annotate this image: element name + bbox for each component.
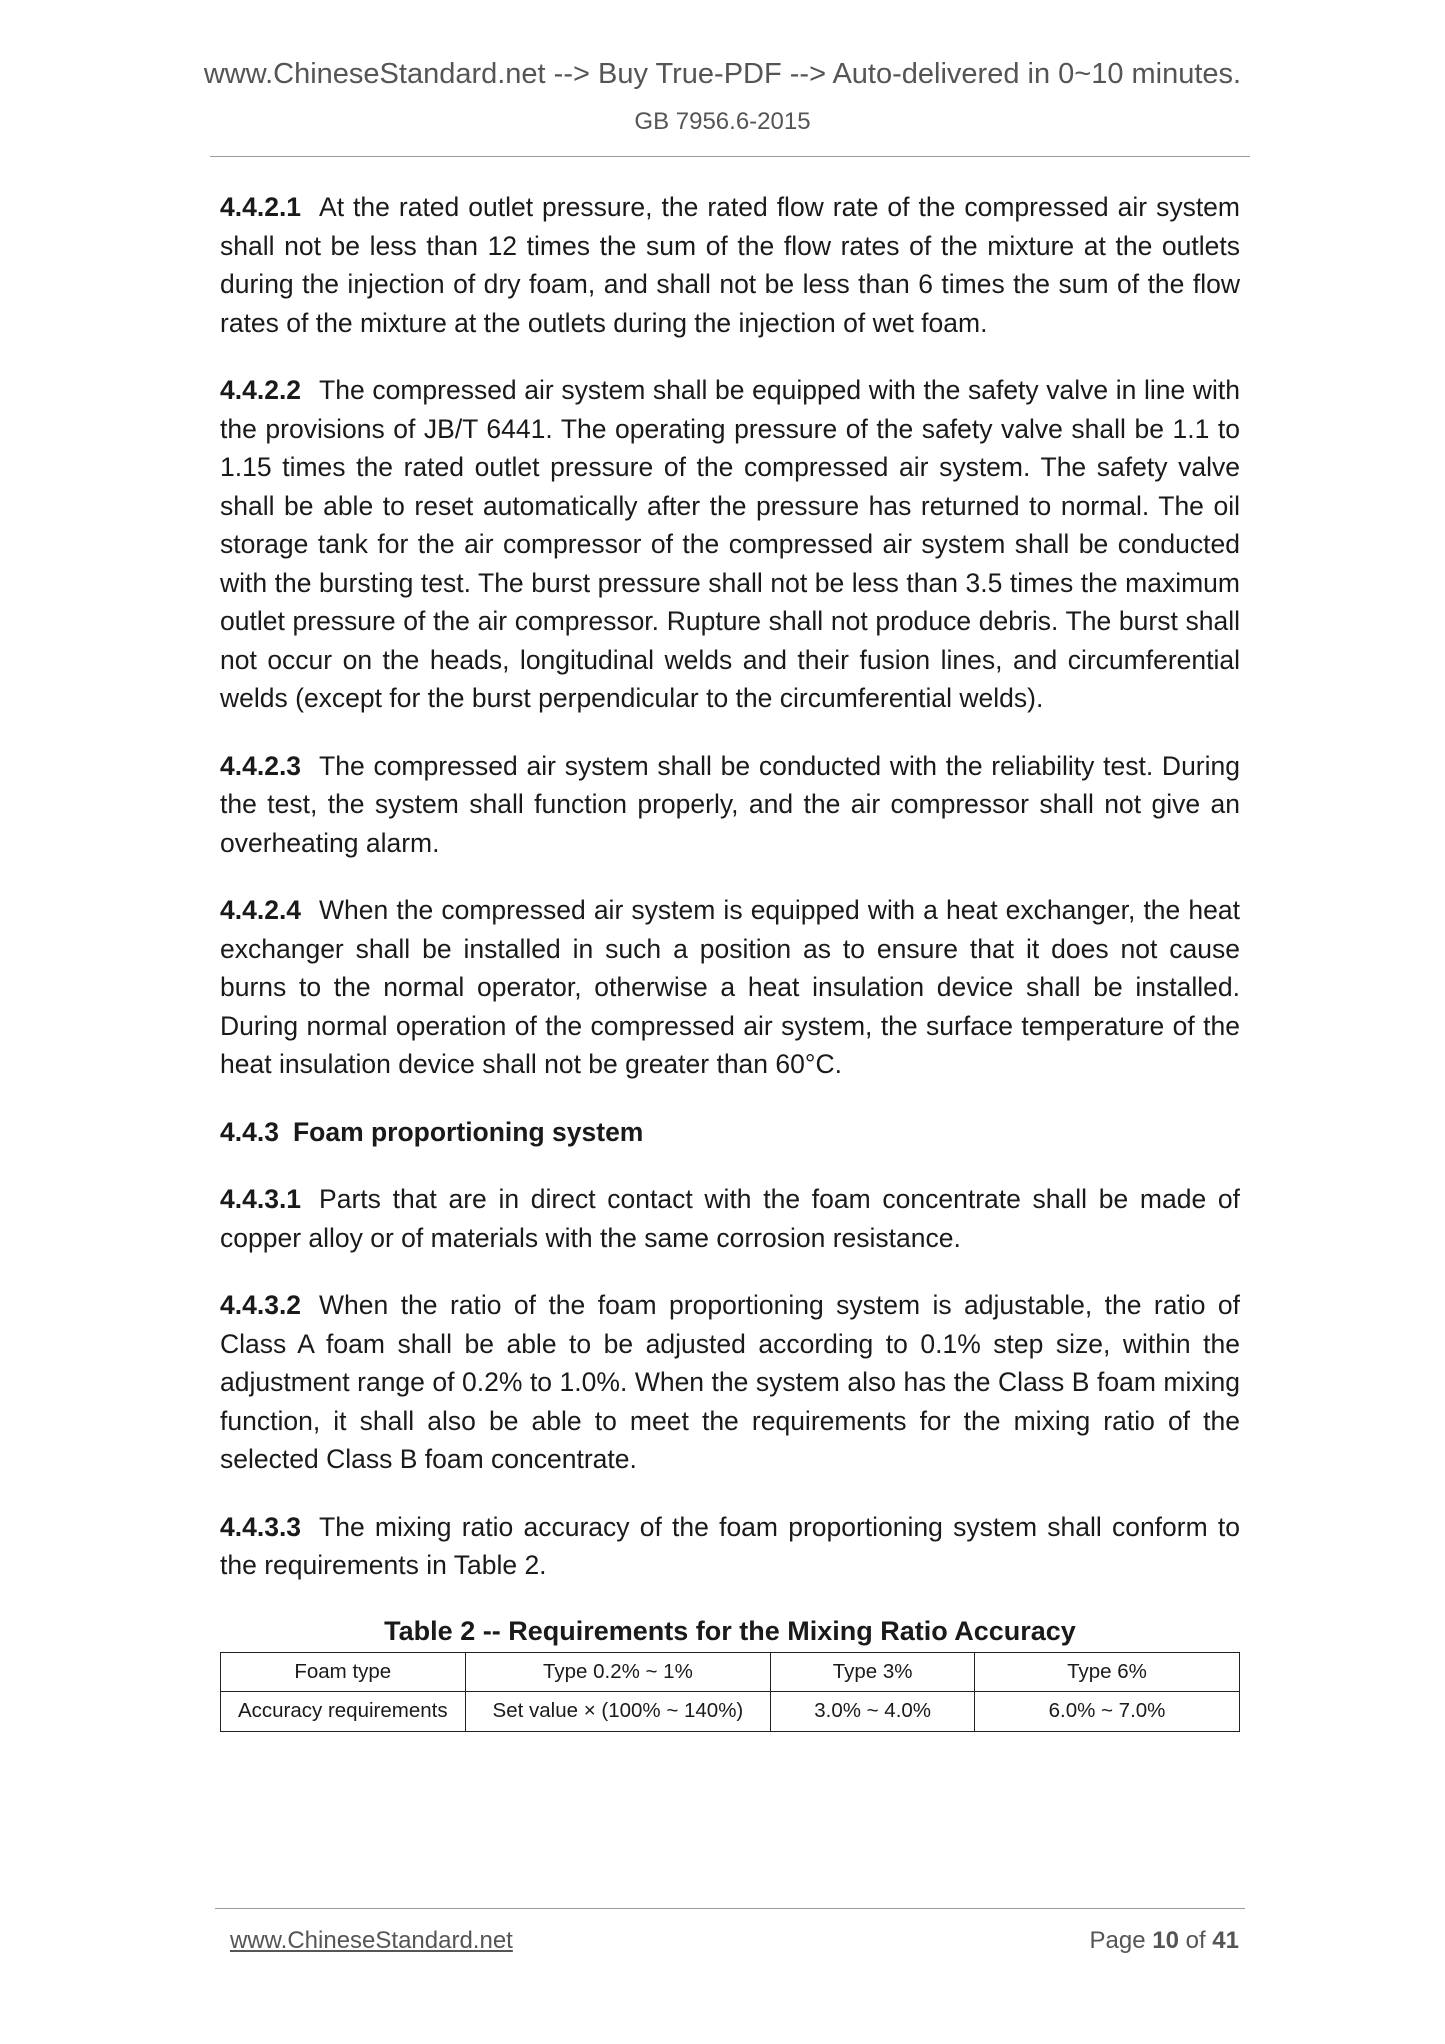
clause-number: 4.4.2.2	[220, 375, 302, 405]
clause-4-4-2-3	[220, 747, 1240, 863]
header-banner[interactable]: www.ChineseStandard.net --> Buy True-PDF --> Auto-delivered in 0~10 minutes.	[203, 58, 1242, 90]
clause-4-4-3-1	[220, 1180, 1240, 1257]
section-heading-4-4-3	[220, 1113, 1240, 1152]
clause-number: 4.4.3.2	[220, 1290, 302, 1320]
clause-text: The compressed air system shall be equipped with the safety valve in line with the provisions of JB/T 6441. The operating pressure of the safety valve shall be 1.1 to 1.15 times the rated outlet pressure of the compressed air system. The safety valve shall be able to reset automatically after the pressure has returned to normal. The oil storage tank for the air compressor of the compressed air system shall be conducted with the bursting test. The burst pressure shall not be less than 3.5 times the maximum outlet pressure of the air compressor. Rupture shall not produce debris. The burst shall not occur on the heads, longitudinal welds and their fusion lines, and circumferential welds (except for the burst perpendicular to the circumferential welds).	[220, 375, 1240, 713]
page-indicator	[1090, 1927, 1240, 1955]
table-cell: 3.0% ~ 4.0%	[771, 1692, 975, 1732]
clause-text: The compressed air system shall be conducted with the reliability test. During the test, the system shall function properly, and the air compressor shall not give an overheating alarm.	[220, 750, 1240, 858]
header-divider	[210, 156, 1250, 157]
clause-number: 4.4.3.1	[220, 1184, 302, 1214]
clause-number: 4.4.3.3	[220, 1511, 302, 1542]
table-header-row	[221, 1652, 1240, 1692]
document-code: GB 7956.6-2015	[634, 108, 811, 135]
table-cell: Foam type	[221, 1652, 466, 1692]
table-title: Table 2 -- Requirements for the Mixing Ratio Accuracy	[384, 1615, 1076, 1646]
clause-4-4-3-2	[220, 1286, 1240, 1479]
table-cell: Accuracy requirements	[221, 1692, 466, 1732]
clause-number: 4.4.2.3	[220, 750, 302, 781]
clause-text: At the rated outlet pressure, the rated flow rate of the compressed air system shall not be less than 12 times the sum of the flow rates of the mixture at the outlets during the injection of dry foam, and shall not be less than 6 times the sum of the flow rates of the mixture at the outlets during the injection of wet foam.	[220, 192, 1240, 338]
table-cell: Type 0.2% ~ 1%	[465, 1652, 771, 1692]
section-number: 4.4.3	[220, 1116, 279, 1147]
clause-number: 4.4.2.4	[220, 895, 302, 925]
section-title: Foam proportioning system	[292, 1116, 644, 1147]
page-prefix: Page	[1089, 1927, 1146, 1954]
clause-text: When the ratio of the foam proportioning system is adjustable, the ratio of Class A foam shall be able to be adjusted according to 0.1% step size, within the adjustment range of 0.2% to 1.0%. When the system also has the Class B foam mixing function, it shall also be able to meet the requirements for the mixing ratio of the selected Class B foam concentrate.	[220, 1290, 1240, 1474]
footer-site-link[interactable]: www.ChineseStandard.net	[230, 1927, 513, 1954]
table-cell: Type 6%	[975, 1652, 1240, 1692]
page-current: 10	[1152, 1927, 1179, 1954]
page-total: 41	[1212, 1927, 1239, 1954]
clause-4-4-2-2	[220, 371, 1240, 718]
table-cell: Set value × (100% ~ 140%)	[465, 1692, 771, 1732]
footer-divider	[215, 1908, 1245, 1909]
table-cell: Type 3%	[771, 1652, 975, 1692]
clause-4-4-2-4	[220, 891, 1240, 1084]
clause-text: When the compressed air system is equipped with a heat exchanger, the heat exchanger shall be installed in such a position as to ensure that it does not cause burns to the normal operator, otherwise a heat insulation device shall be installed. During normal operation of the compressed air system, the surface temperature of the heat insulation device shall not be greater than 60°C.	[220, 895, 1240, 1079]
clause-text: Parts that are in direct contact with the foam concentrate shall be made of copper alloy or of materials with the same corrosion resistance.	[220, 1184, 1240, 1253]
clause-4-4-3-3	[220, 1508, 1240, 1585]
page-content	[220, 188, 1240, 1732]
clause-number: 4.4.2.1	[220, 192, 302, 222]
table-row	[221, 1692, 1240, 1732]
clause-text: The mixing ratio accuracy of the foam proportioning system shall conform to the requirements in Table 2.	[220, 1511, 1240, 1580]
clause-4-4-2-1	[220, 188, 1240, 342]
table-cell: 6.0% ~ 7.0%	[975, 1692, 1240, 1732]
page-of: of	[1185, 1927, 1206, 1954]
accuracy-table	[220, 1652, 1240, 1732]
